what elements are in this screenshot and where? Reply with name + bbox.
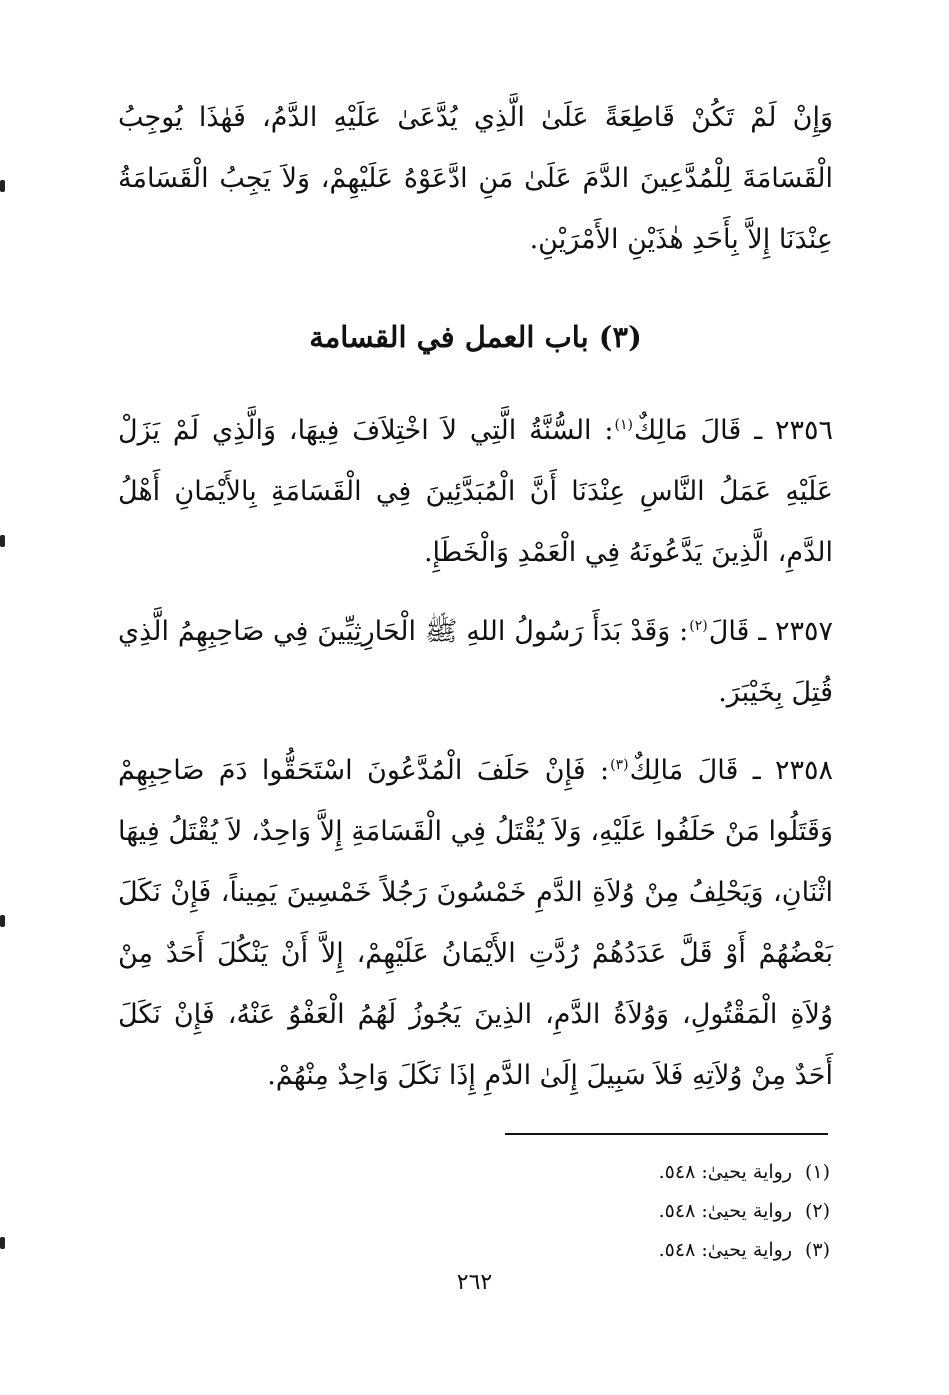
footnote-text: رواية يحيىٰ: ٥٤٨. [658,1239,792,1261]
footnote-divider [505,1133,828,1135]
footnotes-list [500,1153,830,1270]
intro-paragraph: وَإِنْ لَمْ تَكُنْ قَاطِعَةً عَلَىٰ الَّذِي يُدَّعَىٰ عَلَيْهِ الدَّمُ، فَهٰذَا يُوجِبُ الْقَسَامَةَ لِلْمُدَّعِينَ الدَّمَ عَلَىٰ مَنِ ادَّعَوْهُ عَلَيْهِمْ، وَلاَ يَجِبُ الْقَسَامَةُ عِنْدَنَا إِلاَّ بِأَحَدِ هٰذَيْنِ الأَمْرَيْنِ. [118,102,833,255]
footnote-marker: (١) [804,1161,830,1183]
paragraph-lead: قَالَ [708,616,750,647]
footnote-marker: (٢) [804,1200,830,1222]
paragraph-number: ٢٣٥٦ [774,415,833,446]
footnote-reference: (٣) [610,757,629,773]
paragraph-text: : السُّنَّةُ الَّتِي لاَ اخْتِلاَفَ فِيهَا، وَالَّذِي لَمْ يَزَلْ عَلَيْهِ عَمَلُ النَّاسِ عِنْدَنَا أَنَّ الْمُبَدَّئِينَ فِي الْقَسَامَةِ بِالأَيْمَانِ أَهْلُ الدَّمِ، الَّذِينَ يَدَّعُونَهُ فِي الْعَمْدِ وَالْخَطَإِ. [118,415,833,568]
section-heading: (٣) باب العمل في القسامة [309,320,642,354]
footnote-marker: (٣) [804,1239,830,1261]
paragraph-2357: ٢٣٥٧ ـ قَالَ$^{(٢)}$: وَقَدْ بَدَأَ رَسُولُ اللهِ ﷺ الْحَارِثِيِّينَ فِي صَاحِبِهِمُ الَّذِي قُتِلَ بِخَيْبَرَ. [118,616,833,708]
footnote-item [500,1192,830,1231]
paragraph-2356: ٢٣٥٦ ـ قَالَ مَالِكٌ$^{(١)}$: السُّنَّةُ الَّتِي لاَ اخْتِلاَفَ فِيهَا، وَالَّذِي لَمْ يَزَلْ عَلَيْهِ عَمَلُ النَّاسِ عِنْدَنَا أَنَّ الْمُبَدَّئِينَ فِي الْقَسَامَةِ بِالأَيْمَانِ أَهْلُ الدَّمِ، الَّذِينَ يَدَّعُونَهُ فِي الْعَمْدِ وَالْخَطَإِ. [118,415,833,568]
scan-margin-mark [0,535,5,547]
paragraph-lead: قَالَ مَالِكٌ [634,415,742,446]
scan-margin-mark [0,180,5,192]
footnote-text: رواية يحيىٰ: ٥٤٨. [658,1200,792,1222]
footnote-reference: (١) [614,417,633,433]
paragraph-lead: قَالَ مَالِكٌ [629,755,739,786]
paragraph-text: : وَقَدْ بَدَأَ رَسُولُ اللهِ ﷺ الْحَارِثِيِّينَ فِي صَاحِبِهِمُ الَّذِي قُتِلَ بِخَيْبَرَ. [118,616,833,708]
scan-margin-mark [0,1237,5,1249]
footnote-text: رواية يحيىٰ: ٥٤٨. [658,1161,792,1183]
footnote-item [500,1153,830,1192]
paragraph-number: ٢٣٥٨ [774,755,833,786]
paragraph-number: ٢٣٥٧ [774,616,833,647]
footnote-item [500,1231,830,1270]
page-number: ٢٦٢ [456,1270,493,1295]
scan-margin-mark [0,915,5,927]
footnote-reference: (٢) [689,618,708,634]
paragraph-text: : فَإِنْ حَلَفَ الْمُدَّعُونَ اسْتَحَقُّوا دَمَ صَاحِبِهِمْ وَقَتَلُوا مَنْ حَلَفُوا عَلَيْهِ، وَلاَ يُقْتَلُ فِي الْقَسَامَةِ إِلاَّ وَاحِدٌ، لاَ يُقْتَلُ فِيهَا اثْنَانِ، وَيَحْلِفُ مِنْ وُلاَةِ الدَّمِ خَمْسُونَ رَجُلاً خَمْسِينَ يَمِيناً، فَإِنْ نَكَلَ بَعْضُهُمْ أَوْ قَلَّ عَدَدُهُمْ رُدَّتِ الأَيْمَانُ عَلَيْهِمْ، إِلاَّ أَنْ يَنْكُلَ أَحَدٌ مِنْ وُلاَةِ الْمَقْتُولِ، وَوُلاَةُ الدَّمِ، الذِينَ يَجُوزُ لَهُمُ الْعَفْوُ عَنْهُ، فَإِنْ نَكَلَ أَحَدٌ مِنْ وُلاَتِهِ فَلاَ سَبِيلَ إِلَىٰ الدَّمِ إِذَا نَكَلَ وَاحِدٌ مِنْهُمْ. [118,755,833,1091]
paragraph-2358: ٢٣٥٨ ـ قَالَ مَالِكٌ$^{(٣)}$: فَإِنْ حَلَفَ الْمُدَّعُونَ اسْتَحَقُّوا دَمَ صَاحِبِهِمْ وَقَتَلُوا مَنْ حَلَفُوا عَلَيْهِ، وَلاَ يُقْتَلُ فِي الْقَسَامَةِ إِلاَّ وَاحِدٌ، لاَ يُقْتَلُ فِيهَا اثْنَانِ، وَيَحْلِفُ مِنْ وُلاَةِ الدَّمِ خَمْسُونَ رَجُلاً خَمْسِينَ يَمِيناً، فَإِنْ نَكَلَ بَعْضُهُمْ أَوْ قَلَّ عَدَدُهُمْ رُدَّتِ الأَيْمَانُ عَلَيْهِمْ، إِلاَّ أَنْ يَنْكُلَ أَحَدٌ مِنْ وُلاَةِ الْمَقْتُولِ، وَوُلاَةُ الدَّمِ، الذِينَ يَجُوزُ لَهُمُ الْعَفْوُ عَنْهُ، فَإِنْ نَكَلَ أَحَدٌ مِنْ وُلاَتِهِ فَلاَ سَبِيلَ إِلَىٰ الدَّمِ إِذَا نَكَلَ وَاحِدٌ مِنْهُمْ. [118,755,833,1091]
